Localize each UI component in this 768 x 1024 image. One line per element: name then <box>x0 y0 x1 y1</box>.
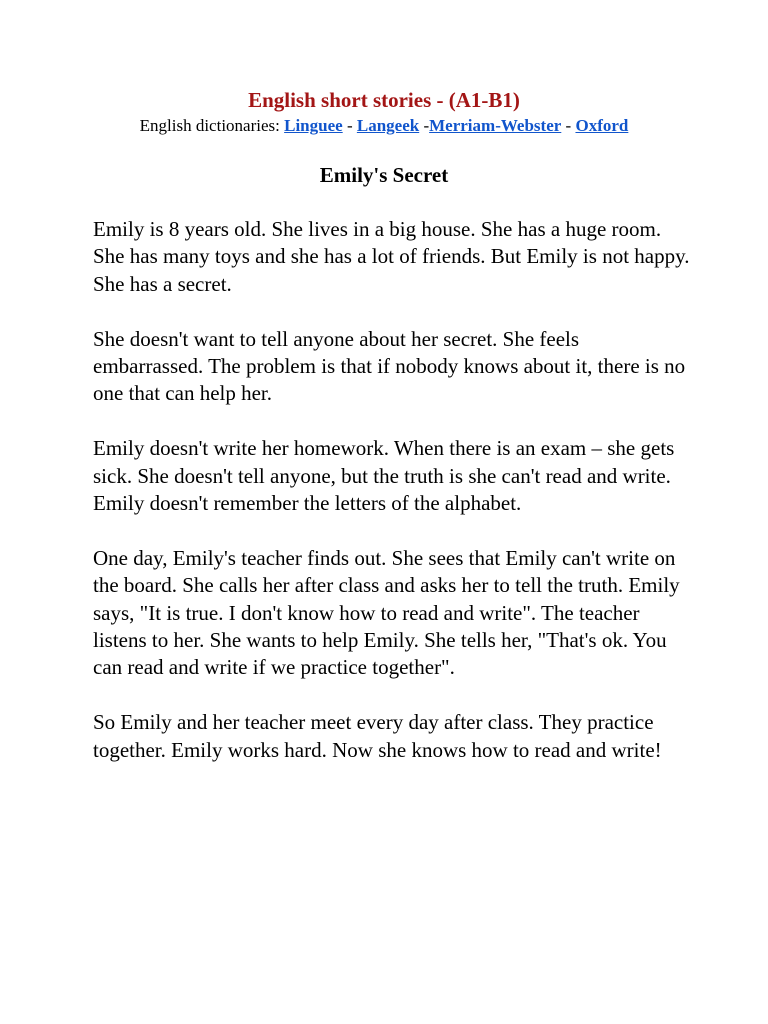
separator: - <box>342 116 357 135</box>
story-paragraph-1: Emily is 8 years old. She lives in a big house. She has a huge room. She has many toys and she has a lot of friends. But Emily is not happy. She has a secret. <box>93 217 690 296</box>
story-paragraph-5: So Emily and her teacher meet every day after class. They practice together. Emily works hard. Now she knows how to read and write! <box>93 710 662 762</box>
separator: - <box>561 116 576 135</box>
dictionaries-label: English dictionaries: <box>139 116 285 135</box>
merriam-webster-link[interactable]: Merriam-Webster <box>429 116 562 135</box>
dictionaries-line <box>0 114 768 138</box>
story-body <box>93 216 693 791</box>
linguee-link[interactable]: Linguee <box>284 116 343 135</box>
story-title: Emily's Secret <box>319 163 449 187</box>
story-paragraph-2: She doesn't want to tell anyone about her secret. She feels embarrassed. The problem is that if nobody knows about it, there is no one that can help her. <box>93 326 686 406</box>
story-paragraph-3: Emily doesn't write her homework. When there is an exam – she gets sick. She doesn't tell anyone, but the truth is she can't read and write. Emily doesn't remember the letters of the alphabet. <box>93 436 675 516</box>
story-paragraph-4: One day, Emily's teacher finds out. She sees that Emily can't write on the board. She calls her after class and asks her to tell the truth. Emily says, "It is true. I don't know how to read and write". The teacher listens to her. She wants to help Emily. She tells her, "That's ok. You can read and write if we practice together". <box>93 545 680 680</box>
separator: - <box>419 116 430 135</box>
langeek-link[interactable]: Langeek <box>356 116 420 135</box>
page-title: English short stories - (A1-B1) <box>248 88 520 112</box>
oxford-link[interactable]: Oxford <box>575 116 629 135</box>
page-header <box>0 86 768 138</box>
